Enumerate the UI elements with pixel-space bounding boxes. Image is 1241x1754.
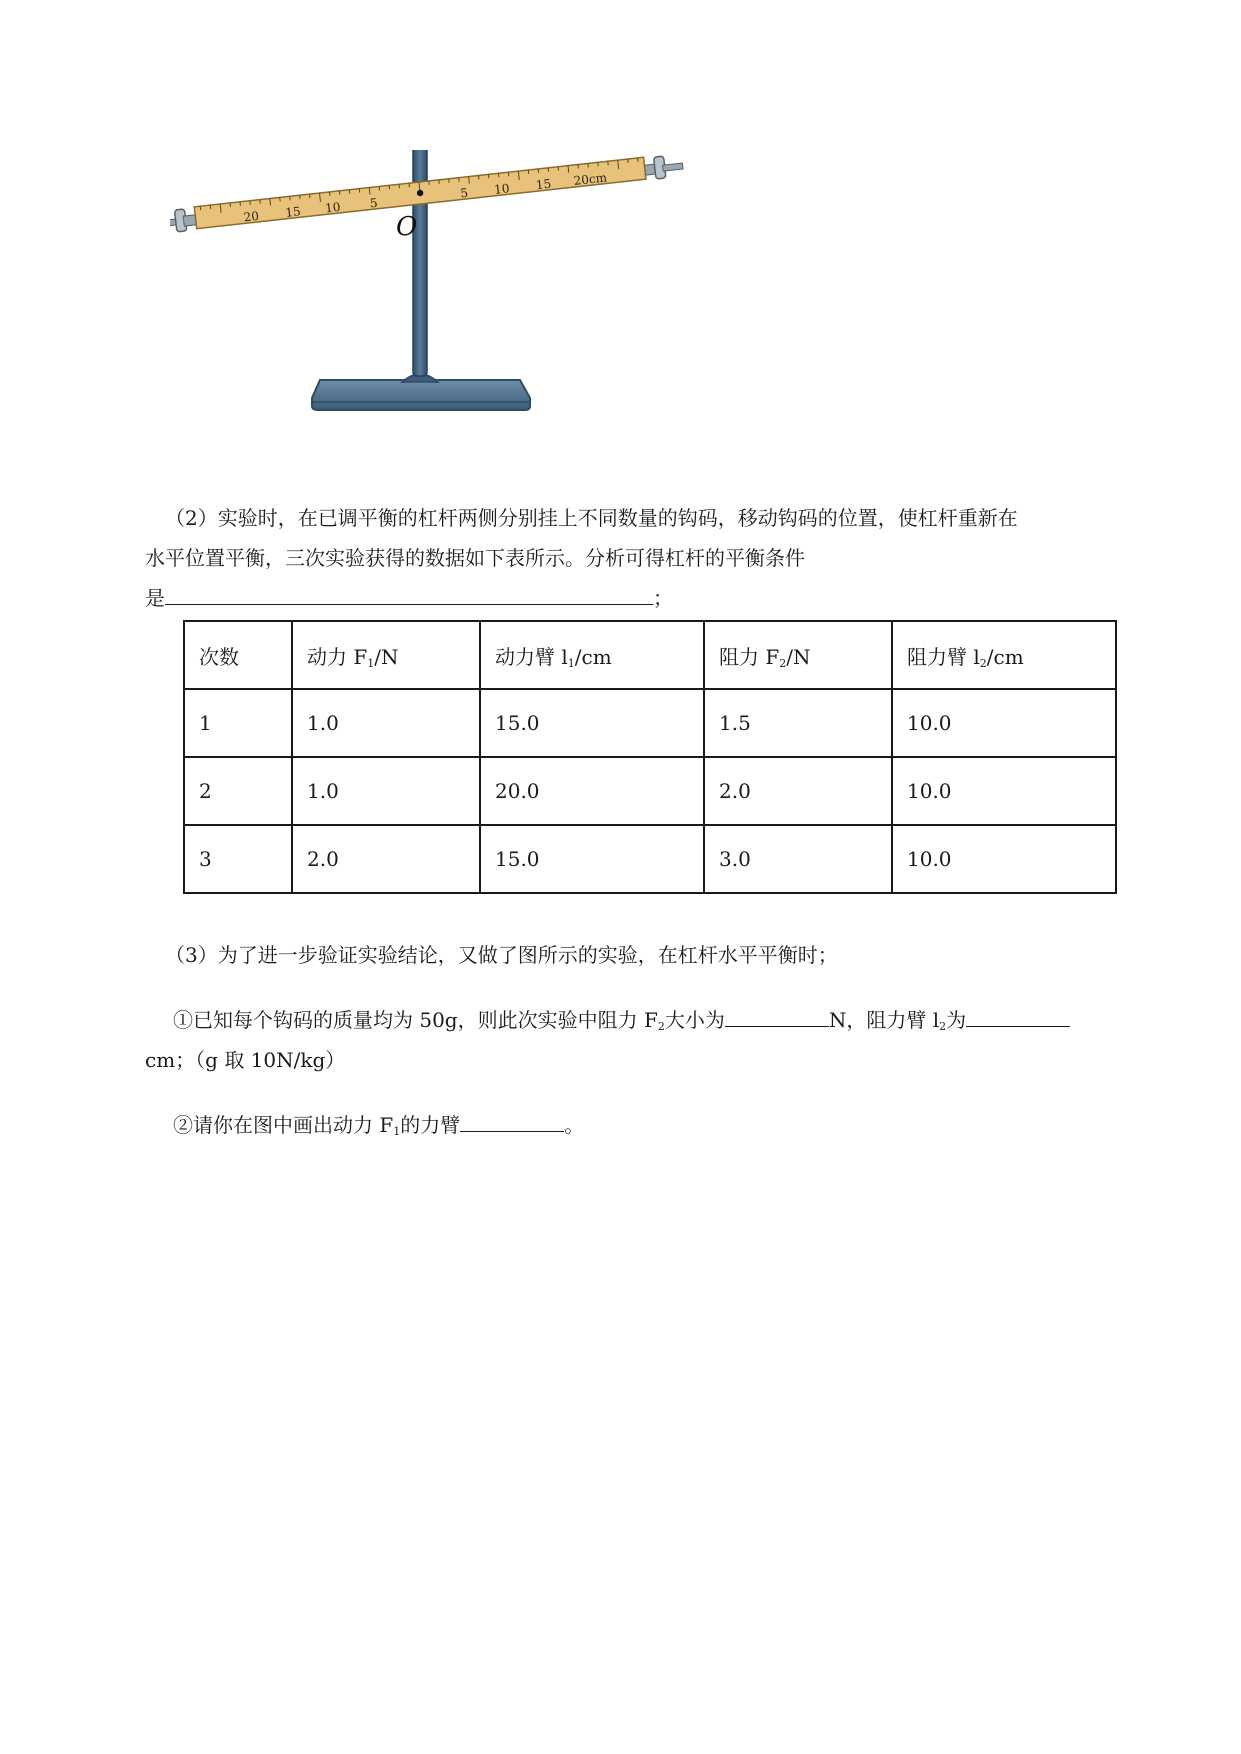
answer-blank-f2[interactable] bbox=[725, 1000, 829, 1027]
right-balance-nut bbox=[644, 154, 684, 180]
lever-diagram bbox=[170, 150, 700, 470]
ruler-tick-label-right-20cm: 20cm bbox=[572, 170, 608, 189]
table-cell: 3.0 bbox=[704, 825, 892, 893]
table-header-cell: 动力臂 $l_1/cm$ bbox=[480, 621, 704, 689]
table-cell: 2.0 bbox=[704, 757, 892, 825]
ruler-tick-label-left-5: 5 bbox=[369, 195, 379, 211]
table-cell: 10.0 bbox=[892, 757, 1116, 825]
q3-sub1-text-b: 大小为 bbox=[664, 1008, 725, 1032]
ruler-tick-label-left-15: 15 bbox=[284, 204, 302, 220]
q3-sub1-text-line2: cm；（g 取 10N/kg） bbox=[145, 1048, 346, 1072]
q3-sub2 bbox=[173, 1105, 584, 1152]
answer-blank-l2[interactable] bbox=[966, 1000, 1070, 1027]
q2-line3 bbox=[145, 578, 673, 618]
q3-sub1-text-a: ①已知每个钩码的质量均为 50g，则此次实验中阻力 F bbox=[173, 1008, 658, 1032]
ruler-tick-label-left-10: 10 bbox=[324, 199, 342, 216]
table-header-cell: 次数 bbox=[184, 621, 292, 689]
table-cell: 1.0 bbox=[292, 757, 480, 825]
q3-sub1-line2 bbox=[145, 1040, 345, 1080]
table-row bbox=[184, 689, 1116, 757]
ruler-tick-label-left-20: 20 bbox=[242, 208, 260, 225]
left-balance-nut bbox=[170, 208, 197, 234]
table-cell: 1 bbox=[184, 689, 292, 757]
lever-figure bbox=[170, 150, 700, 470]
pivot-label: O bbox=[396, 212, 418, 242]
answer-blank-arm-drawing[interactable] bbox=[460, 1105, 564, 1132]
table-cell: 2.0 bbox=[292, 825, 480, 893]
table-header-cell: 阻力臂 $l_2/cm$ bbox=[892, 621, 1116, 689]
q2-text-line1: （2）实验时，在已调平衡的杠杆两侧分别挂上不同数量的钩码，移动钩码的位置，使杠杆重新在 bbox=[165, 506, 1018, 530]
q3-sub2-text-b: 的力臂 bbox=[400, 1113, 461, 1137]
table-row bbox=[184, 757, 1116, 825]
q2-text-line2: 水平位置平衡，三次实验获得的数据如下表所示。分析可得杠杆的平衡条件 bbox=[145, 546, 805, 570]
table-cell: 15.0 bbox=[480, 689, 704, 757]
q2-line1 bbox=[165, 498, 1018, 538]
q3-sub1-subscript-a: 2 bbox=[657, 1020, 665, 1033]
table-cell: 20.0 bbox=[480, 757, 704, 825]
table-cell: 1.5 bbox=[704, 689, 892, 757]
q3-sub2-text-a: ②请你在图中画出动力 F bbox=[173, 1113, 394, 1137]
q2-text-line3-suffix: ； bbox=[653, 586, 673, 610]
stand-base bbox=[312, 374, 530, 410]
table-row bbox=[184, 825, 1116, 893]
table-header-row bbox=[184, 621, 1116, 689]
table-cell: 15.0 bbox=[480, 825, 704, 893]
table-cell: 2 bbox=[184, 757, 292, 825]
q3-sub1-subscript-b: 2 bbox=[939, 1020, 947, 1033]
ruler-tick-label-right-5: 5 bbox=[459, 185, 469, 201]
table-header-cell: 动力 $F_1/N$ bbox=[292, 621, 480, 689]
q2-text-line3-prefix: 是 bbox=[145, 586, 165, 610]
table-cell: 10.0 bbox=[892, 689, 1116, 757]
answer-blank-balance-condition[interactable] bbox=[165, 578, 653, 605]
q3-sub1-text-d: 为 bbox=[946, 1008, 967, 1032]
q3-sub2-text-c: 。 bbox=[564, 1113, 585, 1137]
q3-sub1-text-c: N，阻力臂 l bbox=[828, 1008, 940, 1032]
data-table bbox=[183, 620, 1117, 894]
q3-text-line1: （3）为了进一步验证实验结论，又做了图所示的实验，在杠杆水平平衡时； bbox=[165, 943, 838, 967]
table-cell: 1.0 bbox=[292, 689, 480, 757]
q2-line2 bbox=[145, 538, 805, 578]
table-cell: 3 bbox=[184, 825, 292, 893]
q3-line1 bbox=[165, 935, 838, 975]
table-header-cell: 阻力 $F_2/N$ bbox=[704, 621, 892, 689]
ruler-tick-label-right-15: 15 bbox=[535, 176, 552, 193]
ruler-tick-label-right-10: 10 bbox=[493, 181, 511, 197]
table-cell: 10.0 bbox=[892, 825, 1116, 893]
q3-sub2-subscript: 1 bbox=[393, 1125, 401, 1138]
